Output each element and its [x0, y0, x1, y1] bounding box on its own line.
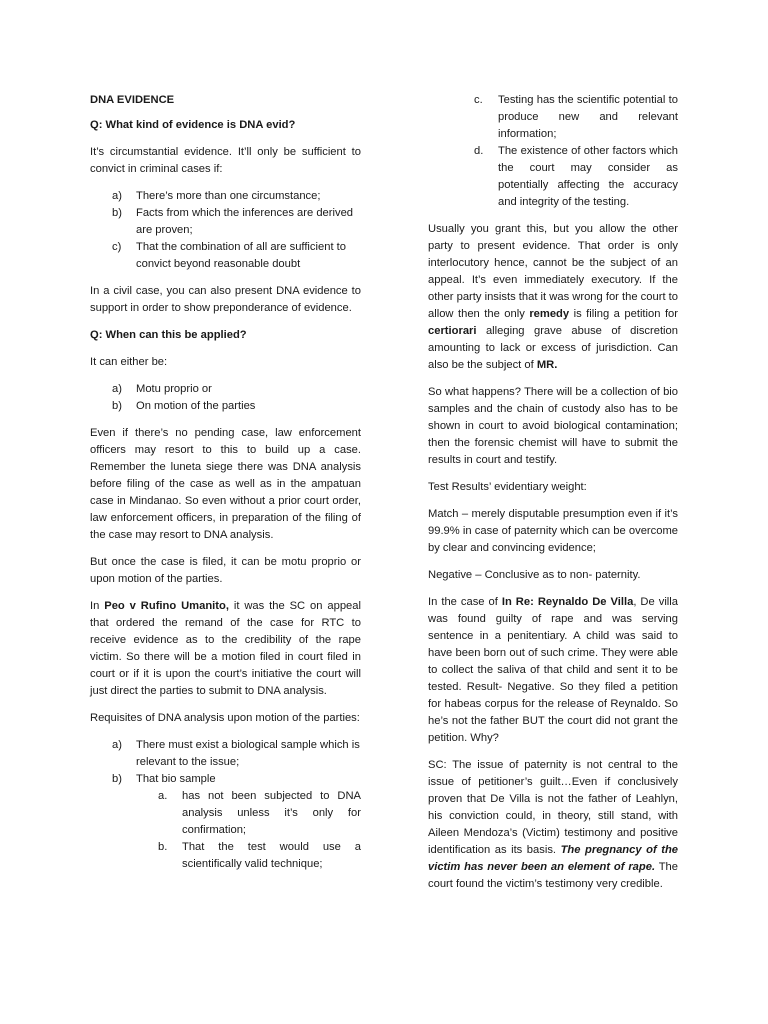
case-name: Peo v Rufino Umanito, [104, 600, 229, 612]
paragraph: Negative – Conclusive as to non- paternity. [428, 569, 641, 581]
emphasis: The pregnancy of the victim has never been an element of rape. [428, 844, 678, 873]
list-item: a) There’s more than one circumstance; [112, 190, 321, 202]
right-column [428, 92, 678, 903]
list-item: b) Facts from which the inferences are derived are proven; [112, 207, 354, 236]
paragraph: In a civil case, you can also present DNA evidence to support in order to show preponderance of evidence. [90, 285, 361, 314]
paragraph: Requisites of DNA analysis upon motion of the parties: [90, 712, 360, 724]
paragraph: It’s circumstantial evidence. It’ll only be sufficient to convict in criminal cases if: [90, 146, 361, 175]
sublist-continued [428, 92, 678, 211]
paragraph: SC: The issue of paternity is not central to the issue of petitioner’s guilt…Even if conclusively proven that De Villa is not the father of Leahlyn, his conviction could, in theory, still stand, with Aileen Mendoza’s (Victim) testimony and positive identification as its basis. The pregnancy of the victim has never been an element of rape. The court found the victim’s testimony very credible. [428, 759, 678, 890]
case-name: In Re: Reynaldo De Villa [501, 596, 634, 608]
left-column [90, 92, 361, 873]
paragraph: Even if there’s no pending case, law enforcement officers may resort to this to build up a case. Remember the luneta siege there was DNA analysis before filing of the case as well as in the ampatuan case in Mindanao. So even without a prior court order, law enforcement officers, in preparation of the filing of the case may resort to DNA analysis. [90, 427, 361, 541]
list-item: b. That the test would use a scientifically valid technique; [158, 841, 361, 870]
list-requisites [90, 737, 361, 788]
question-2: Q: When can this be applied? [90, 329, 247, 341]
paragraph: It can either be: [90, 356, 168, 368]
paragraph: In Peo v Rufino Umanito, it was the SC on appeal that ordered the remand of the case for RTC to receive evidence as to the credibility of the rape victim. So there will be a motion filed in court filed in court or if it is upon the court’s initiative the court will just direct the parties to submit to DNA analysis. [90, 600, 361, 697]
list-application [90, 381, 361, 415]
paragraph: So what happens? There will be a collection of bio samples and the chain of custody also has to be shown in court to avoid biological contamination; then the forensic chemist will have to submit the results in court and testify. [428, 386, 678, 466]
document-title: DNA EVIDENCE [90, 94, 175, 106]
list-item: c. Testing has the scientific potential to produce new and relevant information; [474, 94, 678, 140]
paragraph: Usually you grant this, but you allow the other party to present evidence. That order is only interlocutory hence, cannot be the subject of an appeal. It’s even immediately executory. If the other party insists that it was wrong for the court to allow then the only remedy is filing a petition for certiorari alleging grave abuse of discretion amounting to lack or excess of jurisdiction. Can also be the subject of MR. [428, 223, 679, 371]
sublist-sample [136, 788, 361, 873]
list-item: b) On motion of the parties [112, 400, 256, 412]
paragraph: Test Results’ evidentiary weight: [428, 481, 587, 493]
paragraph: In the case of In Re: Reynaldo De Villa, De villa was found guilty of rape and was serving sentence in a penitentiary. A child was said to have been born out of such crime. They were able to collect the saliva of that child and sent it to be tested. Result- Negative. So they filed a petition for habeas corpus for the release of Reynaldo. So he’s not the father BUT the court did not grant the petition. Why? [428, 596, 678, 744]
list-item: a. has not been subjected to DNA analysis unless it’s only for confirmation; [158, 790, 361, 836]
list-item: b) That bio sample [112, 773, 216, 785]
list-item: a) Motu proprio or [112, 383, 212, 395]
list-item: c) That the combination of all are sufficient to convict beyond reasonable doubt [112, 241, 346, 270]
paragraph: But once the case is filed, it can be motu proprio or upon motion of the parties. [90, 556, 361, 585]
question-1: Q: What kind of evidence is DNA evid? [90, 119, 296, 131]
list-item: a) There must exist a biological sample which is relevant to the issue; [112, 739, 360, 768]
list-item: d. The existence of other factors which the court may consider as potentially affecting the accuracy and integrity of the testing. [474, 145, 678, 208]
paragraph: Match – merely disputable presumption even if it’s 99.9% in case of paternity which can be overcome by clear and convincing evidence; [428, 508, 678, 554]
list-circumstantial [90, 188, 361, 273]
